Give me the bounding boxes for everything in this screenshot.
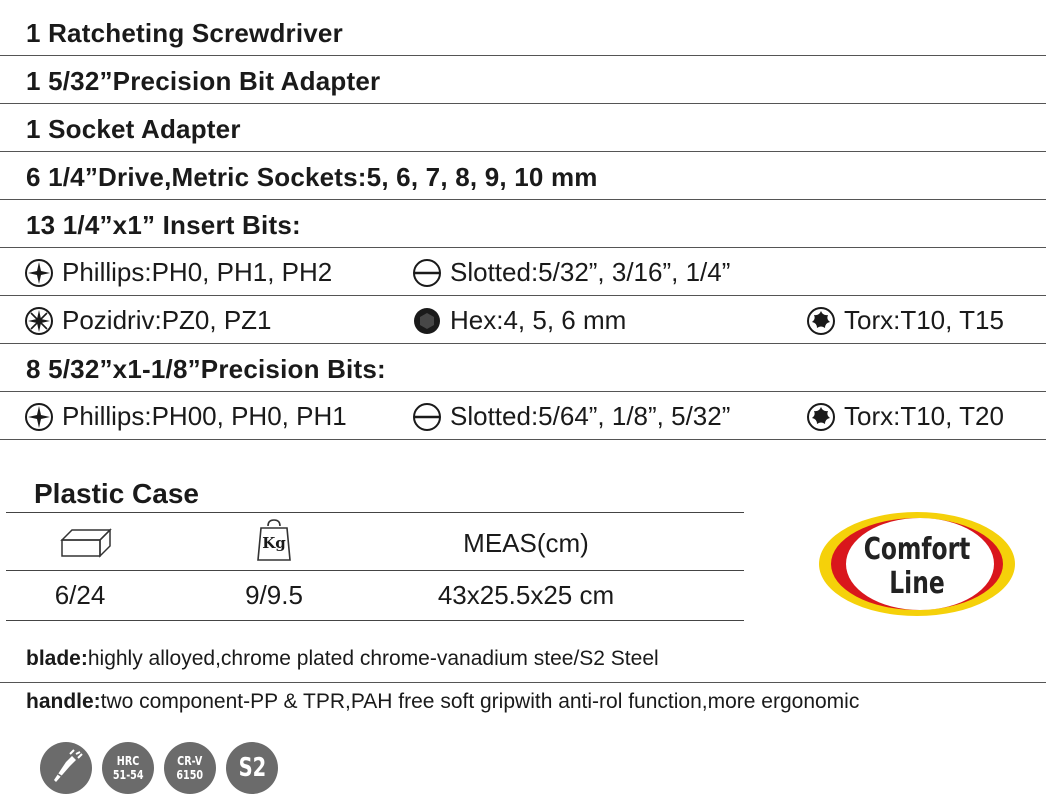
- material-notes: [0, 642, 1046, 722]
- hex-icon: [412, 306, 442, 336]
- bit-cell: [806, 305, 1004, 336]
- qty-value: 6/24: [54, 580, 106, 610]
- bit-row: [0, 392, 1046, 440]
- divider: [6, 570, 744, 571]
- item-row: [0, 8, 1046, 56]
- bit-cell: [24, 257, 332, 288]
- bit-text: Torx:T10, T15: [844, 305, 1004, 335]
- hrc-bottom: 51-54: [112, 768, 144, 782]
- item-text: 1 5/32”Precision Bit Adapter: [26, 66, 381, 96]
- bit-cell: [412, 401, 730, 432]
- bit-text: Hex:4, 5, 6 mm: [450, 305, 627, 335]
- slotted-icon: [412, 258, 442, 288]
- slotted-icon: [412, 402, 442, 432]
- bit-cell: [412, 257, 730, 288]
- bit-text: Phillips:PH0, PH1, PH2: [62, 257, 333, 287]
- item-row: [0, 152, 1046, 200]
- bit-text: Slotted:5/32”, 3/16”, 1/4”: [450, 257, 731, 287]
- case-title: Plastic Case: [34, 478, 199, 509]
- kit-contents: [0, 8, 1046, 440]
- bit-text: Slotted:5/64”, 1/8”, 5/32”: [450, 401, 731, 431]
- weight-value: 9/9.5: [245, 580, 303, 610]
- item-text: 1 Socket Adapter: [26, 114, 241, 144]
- badge-line1: Comfort: [863, 532, 971, 567]
- item-row: [0, 104, 1046, 152]
- box-icon: [60, 528, 112, 558]
- item-row: [0, 56, 1046, 104]
- meas-header: MEAS(cm): [463, 528, 589, 558]
- meas-value: 43x25.5x25 cm: [437, 580, 615, 610]
- divider: [6, 512, 744, 513]
- weight-icon: [256, 518, 292, 562]
- item-text: 8 5/32”x1-1/8”Precision Bits:: [26, 354, 386, 384]
- bit-cell: [412, 305, 626, 336]
- bit-row: [0, 296, 1046, 344]
- item-text: 13 1/4”x1” Insert Bits:: [26, 210, 301, 240]
- comfort-line-badge: [818, 510, 1016, 618]
- blade-text: highly alloyed,chrome plated chrome-vanadium stee/S2 Steel: [87, 647, 659, 670]
- handle-text: two component-PP & TPR,PAH free soft gripwith anti-rol function,more ergonomic: [100, 690, 860, 713]
- badge-line2: Line: [889, 566, 945, 601]
- blade-note: [0, 642, 1046, 682]
- feature-icons: [40, 742, 278, 794]
- bit-cell: [24, 305, 272, 336]
- handle-note: [0, 682, 1046, 722]
- bit-row: [0, 248, 1046, 296]
- hrc-icon: [102, 742, 154, 794]
- screwdriver-tip-icon: [40, 742, 92, 794]
- item-row: [0, 344, 1046, 392]
- phillips-icon: [24, 402, 54, 432]
- item-text: 6 1/4”Drive,Metric Sockets:5, 6, 7, 8, 9, 10 mm: [26, 162, 598, 192]
- bit-text: Torx:T10, T20: [844, 401, 1004, 431]
- bit-text: Phillips:PH00, PH0, PH1: [62, 401, 347, 431]
- bit-text: Pozidriv:PZ0, PZ1: [62, 305, 272, 335]
- crv-top: CR-V: [177, 754, 203, 768]
- weight-icon-label: Kg: [262, 534, 286, 552]
- blade-label: blade:: [26, 647, 88, 670]
- bit-cell: [24, 401, 347, 432]
- hrc-top: HRC: [116, 754, 140, 768]
- phillips-icon: [24, 258, 54, 288]
- torx-icon: [806, 402, 836, 432]
- item-text: 1 Ratcheting Screwdriver: [26, 18, 343, 48]
- item-row: [0, 200, 1046, 248]
- s2-icon: [226, 742, 278, 794]
- divider: [6, 620, 744, 621]
- s2-label: S2: [238, 753, 266, 783]
- bit-cell: [806, 401, 1004, 432]
- torx-icon: [806, 306, 836, 336]
- handle-label: handle:: [26, 690, 101, 713]
- crv-icon: [164, 742, 216, 794]
- crv-bottom: 6150: [176, 768, 204, 782]
- pozidriv-icon: [24, 306, 54, 336]
